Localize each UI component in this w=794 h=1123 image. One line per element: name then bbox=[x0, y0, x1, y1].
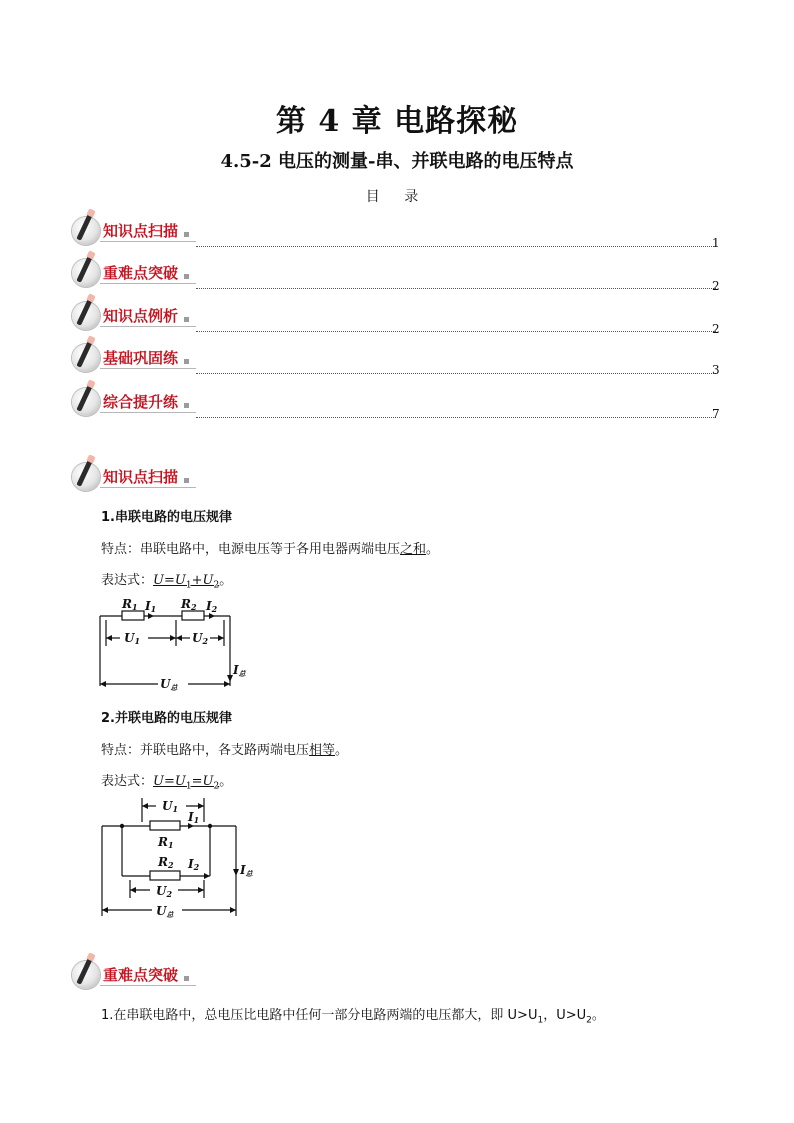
toc-entry-key-points[interactable] bbox=[72, 258, 200, 288]
toc-leader bbox=[196, 331, 716, 332]
section-badge-key-points bbox=[72, 960, 200, 990]
svg-text:I2: I2 bbox=[188, 857, 200, 872]
svg-text:U1: U1 bbox=[124, 631, 141, 646]
toc-leader bbox=[196, 288, 716, 289]
toc-entry-knowledge-scan[interactable] bbox=[72, 216, 200, 246]
toc-label: 知识点扫描 bbox=[103, 222, 179, 240]
toc-page: 1 bbox=[712, 236, 720, 250]
svg-text:I2: I2 bbox=[206, 599, 218, 614]
toc-label: 基础巩固练 bbox=[103, 349, 179, 367]
toc-leader bbox=[196, 246, 716, 247]
svg-text:I总: I总 bbox=[240, 863, 253, 878]
section-badge-label: 重难点突破 bbox=[103, 966, 179, 984]
svg-text:R1: R1 bbox=[122, 597, 138, 612]
toc-entry-examples[interactable] bbox=[72, 301, 200, 331]
section-badge-label: 知识点扫描 bbox=[103, 468, 179, 486]
toc-page: 2 bbox=[712, 279, 720, 293]
toc-leader bbox=[196, 417, 716, 418]
svg-text:R2: R2 bbox=[181, 597, 197, 612]
parallel-expression: 表达式：$U=U_1=U_2$。 bbox=[101, 774, 233, 792]
resistor-r1 bbox=[122, 611, 144, 620]
lesson-subtitle: 4.5-2 电压的测量-串、并联电路的电压特点 bbox=[220, 151, 574, 172]
series-heading: 1.串联电路的电压规律 bbox=[101, 510, 232, 525]
toc-page: 2 bbox=[712, 322, 720, 336]
series-feature: 特点：串联电路中，电源电压等于各用电器两端电压之和。 bbox=[101, 542, 440, 557]
toc-label: 知识点例析 bbox=[103, 307, 179, 325]
parallel-circuit-diagram bbox=[96, 794, 264, 924]
toc-entry-comprehensive[interactable] bbox=[72, 387, 200, 417]
resistor-r2 bbox=[182, 611, 204, 620]
parallel-heading: 2.并联电路的电压规律 bbox=[101, 711, 232, 726]
toc-page: 3 bbox=[712, 363, 720, 377]
current-arrow-icon bbox=[233, 869, 239, 876]
svg-text:I1: I1 bbox=[145, 599, 157, 614]
series-circuit-diagram bbox=[92, 594, 252, 696]
toc-heading: 目 录 bbox=[365, 189, 429, 205]
svg-text:I总: I总 bbox=[233, 663, 246, 678]
key-point-1: 1.在串联电路中，总电压比电路中任何一部分电路两端的电压都大，即 $U>U_1$，$U>U_2$。 bbox=[101, 1008, 605, 1026]
svg-text:U1: U1 bbox=[162, 799, 179, 814]
parallel-feature: 特点：并联电路中，各支路两端电压相等。 bbox=[101, 743, 349, 758]
svg-text:I1: I1 bbox=[188, 810, 200, 825]
resistor-r1 bbox=[150, 821, 180, 830]
toc-label: 重难点突破 bbox=[103, 264, 179, 282]
svg-text:U2: U2 bbox=[156, 884, 173, 899]
series-expression: 表达式：$U=U_1+U_2$。 bbox=[101, 573, 233, 591]
chapter-title: 第 4 章 电路探秘 bbox=[275, 104, 519, 139]
toc-page: 7 bbox=[712, 407, 720, 421]
toc-label: 综合提升练 bbox=[103, 393, 179, 411]
svg-text:R2: R2 bbox=[158, 855, 174, 870]
toc-entry-basic-practice[interactable] bbox=[72, 343, 200, 373]
toc-leader bbox=[196, 373, 716, 374]
svg-text:U总: U总 bbox=[156, 904, 174, 919]
section-badge-knowledge-scan bbox=[72, 462, 200, 492]
svg-text:U总: U总 bbox=[160, 677, 178, 692]
svg-text:R1: R1 bbox=[158, 835, 174, 850]
resistor-r2 bbox=[150, 871, 180, 880]
svg-text:U2: U2 bbox=[192, 631, 209, 646]
current-arrow-icon bbox=[204, 873, 210, 879]
